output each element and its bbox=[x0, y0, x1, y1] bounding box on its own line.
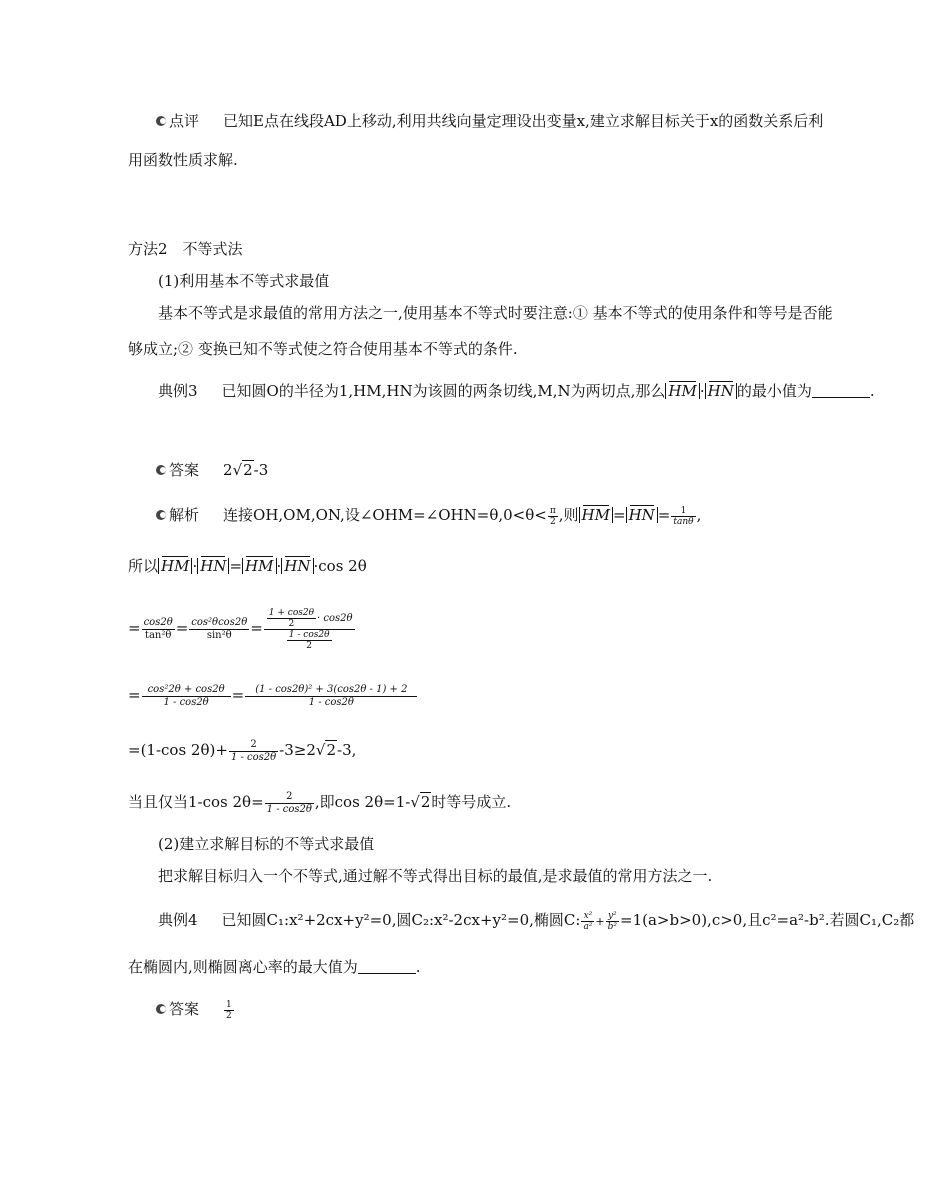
vector-hn-3: HN bbox=[284, 557, 311, 575]
example4-period: . bbox=[415, 958, 421, 976]
comment-marker-icon bbox=[156, 116, 166, 126]
line6-part-a: 当且仅当1-cos 2θ= bbox=[128, 793, 264, 811]
so-text: 所以 bbox=[128, 557, 159, 575]
vector-hn: HN bbox=[707, 382, 734, 400]
line5-radicand: 2 bbox=[326, 741, 337, 759]
part2-title: (2)建立求解目标的不等式求最值 bbox=[158, 835, 375, 853]
method-subtitle-1: (1)利用基本不等式求最值 bbox=[158, 272, 330, 290]
analysis-text-2: ,则 bbox=[558, 506, 579, 524]
equals-sign-2: = bbox=[657, 506, 671, 524]
example4-line2-text: 在椭圆内,则椭圆离心率的最大值为 bbox=[128, 958, 358, 976]
line5-part-a: =(1-cos 2θ)+ bbox=[128, 741, 228, 759]
example3-line bbox=[158, 381, 875, 401]
fraction-line4-a: $\frac{\text{cos²2θ + cos2θ}}{1 - \cos 2\theta}$ bbox=[142, 684, 231, 709]
analysis-line-5: =(1-cos 2θ)+ $\frac{2}{1 - \cos 2\theta}$ -3≥2√2-3, bbox=[128, 738, 357, 763]
analysis-line-1-tail: , bbox=[696, 506, 702, 524]
line6-radicand: 2 bbox=[420, 793, 431, 811]
fraction-line6: $\frac{2}{1 - \cos 2\theta}$ bbox=[266, 790, 312, 815]
equals-sign: = bbox=[613, 506, 626, 524]
comment-text-1: 已知E点在线段AD上移动,利用共线向量定理设出变量x,建立求解目标关于x的函数关系后利 bbox=[223, 112, 824, 130]
pi-over-2-fraction: $\frac{\pi}{2}$ bbox=[549, 505, 556, 527]
vector-hm-abs: HM bbox=[581, 506, 610, 524]
dot-2: · bbox=[192, 557, 198, 575]
method-title: 方法2 不等式法 bbox=[128, 240, 243, 258]
analysis-line-3: = $\frac{\cos 2\theta}{\text{tan²θ}}$ = $\frac{\text{cos²θcos2θ}}{\text{sin²θ}}$ = $\frac{1 + \cos 2\theta}{2}$ · cos2θ $\frac{1 - \cos 2\theta}{2}$ bbox=[128, 607, 353, 651]
example4-line-2 bbox=[128, 957, 421, 977]
answer4-line bbox=[156, 995, 235, 1023]
plus-sign: + bbox=[595, 915, 605, 928]
example4-text-a: 已知圆C₁:x²+2cx+y²=0,圆C₂:x²-2cx+y²=0,椭圆C: bbox=[221, 911, 581, 929]
answer-blank-2 bbox=[358, 959, 416, 974]
answer3-tail: -3 bbox=[253, 461, 269, 479]
line5-part-b: -3≥2 bbox=[279, 741, 316, 759]
line5-part-c: -3, bbox=[337, 741, 357, 759]
method-paragraph-line-1: 基本不等式是求最值的常用方法之一,使用基本不等式时要注意:① 基本不等式的使用条件和等号是否能 bbox=[158, 304, 833, 322]
y2-over-b2: $\frac{\text{y²}}{\text{b²}}$ bbox=[607, 910, 618, 932]
vector-hm-2: HM bbox=[161, 557, 190, 575]
fraction-cos2-over-tan2: $\frac{\cos 2\theta}{\text{tan²θ}}$ bbox=[143, 616, 173, 641]
answer-blank bbox=[812, 383, 870, 398]
dot-3: · bbox=[276, 557, 282, 575]
example4-label: 典例4 bbox=[158, 911, 198, 929]
part2-text: 把求解目标归入一个不等式,通过解不等式得出目标的最值,是求最值的常用方法之一. bbox=[158, 867, 713, 885]
example4-line-1 bbox=[158, 905, 914, 937]
vector-hm-3: HM bbox=[245, 557, 274, 575]
x2-over-a2: $\frac{\text{x²}}{\text{a²}}$ bbox=[583, 910, 593, 932]
vector-hm: HM bbox=[668, 382, 697, 400]
answer3-radicand: 2 bbox=[243, 461, 253, 479]
example3-period: . bbox=[869, 382, 875, 400]
dot-operator: · bbox=[699, 382, 705, 400]
answer3-label: 答案 bbox=[169, 461, 200, 479]
example3-text-end: 的最小值为 bbox=[736, 382, 812, 400]
method-paragraph-line-2: 够成立;② 变换已知不等式使之符合使用基本不等式的条件. bbox=[128, 340, 518, 358]
fraction-line4-b: $\frac{\text{(1 - cos2θ)² + 3(cos2θ - 1) + 2}}{1 - \cos 2\theta}$ bbox=[245, 684, 417, 709]
answer3-coef: 2 bbox=[223, 461, 233, 479]
vector-hn-2: HN bbox=[200, 557, 227, 575]
answer4-marker-icon bbox=[156, 1004, 166, 1014]
analysis-line-2 bbox=[128, 556, 367, 576]
example3-label: 典例3 bbox=[158, 382, 198, 400]
vector-hn-abs: HN bbox=[628, 506, 655, 524]
answer4-label: 答案 bbox=[169, 1000, 200, 1018]
analysis-line-4: = $\frac{\text{cos²2θ + cos2θ}}{1 - \cos 2\theta}$ = $\frac{\text{(1 - cos2θ)² + 3(cos2θ - 1) + 2}}{1 - \cos 2\theta}$ bbox=[128, 680, 418, 710]
analysis-line-6: 当且仅当1-cos 2θ= $\frac{2}{1 - \cos 2\theta}$ ,即cos 2θ=1-√2时等号成立. bbox=[128, 790, 512, 815]
line6-part-c: 时等号成立. bbox=[431, 793, 512, 811]
comment-line-1 bbox=[156, 111, 823, 131]
analysis-marker-icon bbox=[156, 510, 166, 520]
analysis-line-1 bbox=[156, 502, 701, 528]
example4-text-b: =1(a>b>0),c>0,且c²=a²-b².若圆C₁,C₂都 bbox=[620, 911, 915, 929]
line6-part-b: ,即cos 2θ=1- bbox=[314, 793, 411, 811]
cos2theta-tail: ·cos 2θ bbox=[313, 557, 367, 575]
compound-fraction: $\frac{1 + \cos 2\theta}{2}$ · cos2θ $\frac{1 - \cos 2\theta}{2}$ bbox=[264, 608, 355, 651]
fraction-line5: $\frac{2}{1 - \cos 2\theta}$ bbox=[230, 738, 277, 763]
example3-text: 已知圆O的半径为1,HM,HN为该圆的两条切线,M,N为两切点,那么 bbox=[221, 382, 666, 400]
fraction-cos2cos2-over-sin2: $\frac{\text{cos²θcos2θ}}{\text{sin²θ}}$ bbox=[191, 616, 248, 641]
analysis-label: 解析 bbox=[169, 506, 200, 524]
one-half-fraction: $\frac{1}{2}$ bbox=[226, 999, 232, 1021]
one-over-tan-fraction: $\frac{1}{\tan\theta}$ bbox=[673, 505, 694, 527]
comment-line-2: 用函数性质求解. bbox=[128, 151, 238, 169]
equals-3: = bbox=[229, 557, 243, 575]
comment-label: 点评 bbox=[169, 112, 200, 130]
answer-marker-icon bbox=[156, 465, 166, 475]
analysis-text-1: 连接OH,OM,ON,设∠OHM=∠OHN=θ,0<θ< bbox=[223, 506, 547, 524]
answer3-line: 答案 2√2-3 bbox=[156, 460, 268, 480]
